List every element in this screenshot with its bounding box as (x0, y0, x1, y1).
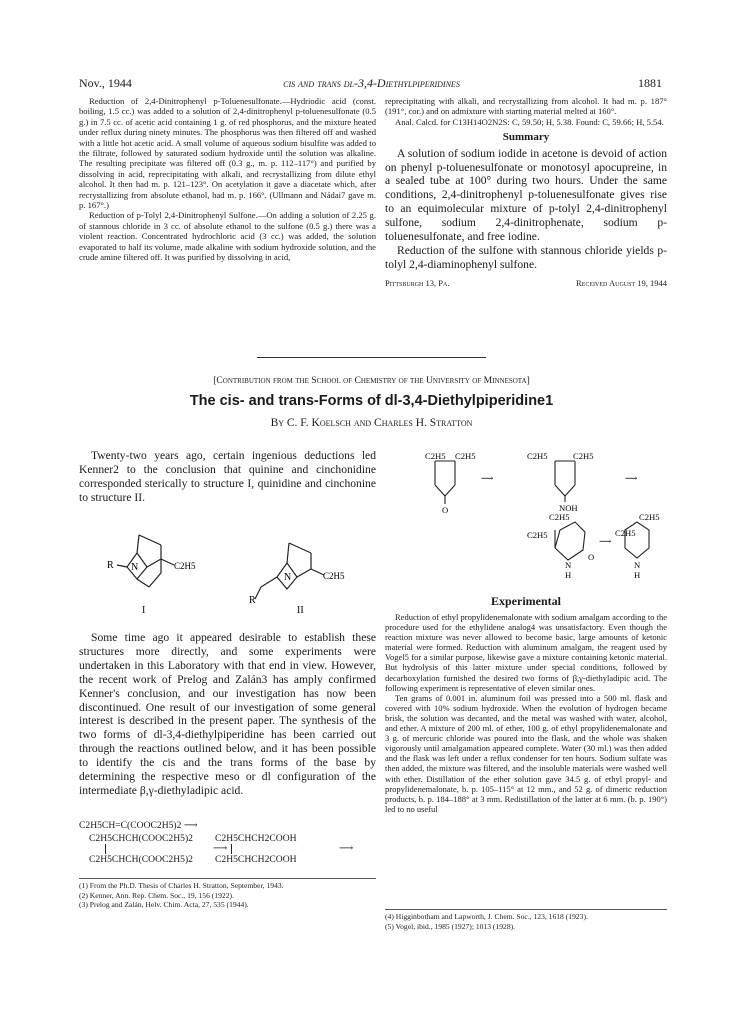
bond (105, 844, 106, 854)
ethyl-label: C2H5 (174, 561, 196, 571)
r-label: R (107, 560, 114, 571)
n-label: N (634, 560, 641, 570)
ring-reaction-diagram (385, 450, 667, 590)
scheme-line-2b: C2H5CHCH2COOH (215, 833, 297, 844)
footnote: (4) Higginbotham and Lapworth, J. Chem. Soc., 123, 1618 (1923). (385, 912, 588, 921)
paragraph: Ten grams of 0.001 in. aluminum foil was pressed into a 500 ml. flask and covered with 10% sodium hydroxide. When the evolution of hydrogen became brisk, the solution was decanted, and the metal was washed with water, alcohol, and ether. A mixture of 200 ml. of ether, 100 g. of ethyl propylidenemalonate and 3 g. of mercuric chloride was poured into the flask, and the whole was shaken vigorously until amalgamation appeared complete. Water (30 ml.) was then added and the flask was left under a reflux condenser for ten hours. Sodium sulfate was then added, the mixture was filtered, and the insoluble materials were washed well with ether. Distillation of the ether solution gave 34.5 g. of ethyl propyl- and propylidenemalonate, b. p. 105–115° at 12 mm., and 52 g. of dimeric reduction products, b. p. 184–188° at 3 mm. Redistillation of the latter at 6 mm. (b. p. 190°) led to no useful (385, 692, 667, 814)
ethyl-label: C2H5 (455, 451, 476, 461)
bond (231, 844, 232, 854)
structure-label-II: II (297, 605, 304, 616)
n-label: N (284, 572, 292, 583)
footnote: (1) From the Ph.D. Thesis of Charles H. Stratton, September, 1943. (79, 881, 284, 890)
summary-body (385, 147, 667, 272)
oxygen-label: O (442, 505, 449, 515)
footnote-rule (385, 909, 667, 910)
footnotes-left (79, 881, 376, 910)
footnotes-right (385, 912, 667, 931)
scheme-arrow: ⟶ (339, 843, 354, 854)
paragraph: Reduction of ethyl propylidenemalonate with sodium amalgam according to the procedure used for the ethylidene analog4 was unsatisfactory. Even though the reaction mixture was never allowed to become basic, large amounts of ketonic material were formed. Reduction with aluminum amalgam, the reagent used by Vogel5 for a similar purpose, likewise gave a mixture containing ketonic material. But hydrolysis of this latter mixture under special conditions, followed by decarboxylation furnished the desired two forms of β,γ-diethyladipic acid. The following experiment is representative of eleven similar ones. (385, 612, 667, 693)
n-label: N (565, 560, 572, 570)
ethyl-label: C2H5 (323, 571, 345, 581)
h-label: H (565, 570, 572, 580)
ring-text (425, 451, 660, 580)
paragraph: reprecipitating with alkali, and recrystallizing from alcohol. It had m. p. 187° (191°, cor.) and on admixture with starting material melted at 160°. (385, 96, 667, 117)
experimental-body (385, 612, 667, 814)
ethyl-label: C2H5 (549, 512, 570, 522)
body-left-paragraph (79, 631, 376, 798)
arrow: ⟶ (481, 473, 494, 483)
footnote-rule (79, 878, 376, 879)
footnote: (3) Prelog and Zalán, Helv. Chim. Acta, 27, 535 (1944). (79, 900, 249, 910)
divider (257, 357, 486, 358)
structure-I (117, 535, 174, 587)
ethyl-label: C2H5 (527, 530, 548, 540)
signature-line (385, 278, 667, 292)
received-date: Received August 19, 1944 (575, 277, 667, 288)
footnote: (2) Kenner, Ann. Rep. Chem. Soc., 19, 156 (1922). (79, 890, 234, 900)
intro-paragraph (79, 449, 376, 505)
running-header-date: Nov., 1944 (79, 76, 132, 90)
reaction-scheme (79, 820, 376, 878)
ethyl-label: C2H5 (527, 451, 548, 461)
ethyl-label: C2H5 (639, 512, 660, 522)
ethyl-label: C2H5 (573, 451, 594, 461)
ethyl-label: C2H5 (425, 451, 446, 461)
experimental-heading: Experimental (491, 594, 561, 608)
paragraph: Reduction of 2,4-Dinitrophenyl p-Toluenesulfonate.—Hydriodic acid (const. boiling, 1.5 cc.) was added to a solution of 2,4-dinitrophenyl p-toluenesulfonate (0.5 g.) in 7.5 cc. of acetic acid containing 1 g. of red phosphorus, and the mixture heated under reflux during ninety minutes. The phosphorus was then filtered off and washed with a little hot acetic acid. A small volume of aqueous sodium bisulfite was added to the filtrate, followed by saturated sodium hydroxide until the solution was alkaline. The resulting precipitate was filtered off (0.3 g., m. p. 112–117°) and purified by dissolving in acid, reprecipitating with alkali, and recrystallizing from dilute ethyl alcohol. It then had m. p. 121–123°. On acetylation it gave a diacetate which, after recrystallizing from absolute ethanol, had m. p. 166°. (Ullmann and Nádai7 gave m. p. 167°.) (79, 96, 376, 211)
running-header-title: cis and trans dl-3,4-Diethylpiperidines (283, 76, 460, 90)
structures-I-II (79, 515, 376, 627)
paragraph: Twenty-two years ago, certain ingenious deductions led Kenner2 to the conclusion that quinine and cinchonidine corresponded sterically to structure I, quinidine and cinchonine to structure II. (79, 449, 376, 504)
scheme-arrow: ⟶ (213, 843, 228, 854)
r-label: R (249, 595, 256, 606)
scheme-line-3a: C2H5CHCH(COOC2H5)2 (89, 854, 193, 865)
left-top-column (79, 96, 376, 263)
place: Pittsburgh 13, Pa. (385, 277, 450, 288)
ring-structures (435, 461, 649, 560)
right-top-column (385, 96, 667, 292)
ethyl-label: C2H5 (615, 528, 636, 538)
summary-paragraph: Reduction of the sulfone with stannous chloride yields p-tolyl 2,4-diaminophenyl sulfone. (385, 243, 667, 271)
arrow: ⟶ (625, 473, 638, 483)
footnote: (5) Vogel, ibid., 1985 (1927); 1013 (1928). (385, 921, 516, 931)
structure-II (255, 543, 324, 599)
analysis: Anal. Calcd. for C13H14O2N2S: C, 59.50; H, 5.38. Found: C, 59.66; H, 5.54. (395, 116, 664, 127)
page-number: 1881 (638, 76, 662, 90)
contribution-line: [Contribution from the School of Chemistry of the University of Minnesota] (213, 375, 530, 386)
paragraph: Some time ago it appeared desirable to establish these structures more directly, and some experiments were undertaken in this Laboratory with that end in view. However, the recent work of Prelog and Zalán3 has amply confirmed Kenner's conclusion, and our investigation has now been discontinued. One result of our investigation of some general interest is described in the present paper. The synthesis of the two forms of dl-3,4-diethylpiperidine has been carried out through the reactions outlined below, and it has been possible to identify the cis and the trans forms of the base by determining the respective meso or dl configuration of the intermediate β,γ-diethyladipic acid. (79, 631, 376, 797)
scheme-line-2a: C2H5CHCH(COOC2H5)2 (89, 833, 193, 844)
summary-paragraph: A solution of sodium iodide in acetone is devoid of action on phenyl p-toluenesulfonate or monotosyl apocupreine, in a sealed tube at 100° during two hours. Under the same conditions, 2,4-dinitrophenyl p-toluenesulfonate gives rise to an equimolecular mixture of p-tolyl 2,4-dinitrophenyl sulfone, sodium 2,4-dinitrophenate, sodium p-toluenesulfonate, and free iodine. (385, 146, 667, 244)
scheme-line-3b: C2H5CHCH2COOH (215, 854, 297, 865)
oxygen-label: O (588, 552, 595, 562)
arrow: ⟶ (599, 536, 612, 546)
structure-label-I: I (142, 605, 146, 616)
scheme-line-1: C2H5CH=C(COOC2H5)2 ⟶ (79, 820, 198, 831)
paragraph: Reduction of p-Tolyl 2,4-Dinitrophenyl Sulfone.—On adding a solution of 2.25 g. of stannous chloride in 3 cc. of absolute ethanol to the sulfone (0.5 g.) there was a violent reaction. Concentrated hydrochloric acid (3 cc.) was added, the solution evaporated to half its volume, made alkaline with sodium hydroxide solution, and the crude amine filtered off. It was purified by dissolving in acid, (79, 210, 376, 263)
oxime-label: NOH (559, 503, 578, 513)
article-title: The cis- and trans-Forms of dl-3,4-Diethylpiperidine1 (189, 393, 554, 409)
h-label: H (634, 570, 641, 580)
summary-heading: Summary (502, 131, 550, 144)
n-label: N (131, 562, 139, 573)
article-authors: By C. F. Koelsch and Charles H. Stratton (270, 417, 473, 429)
